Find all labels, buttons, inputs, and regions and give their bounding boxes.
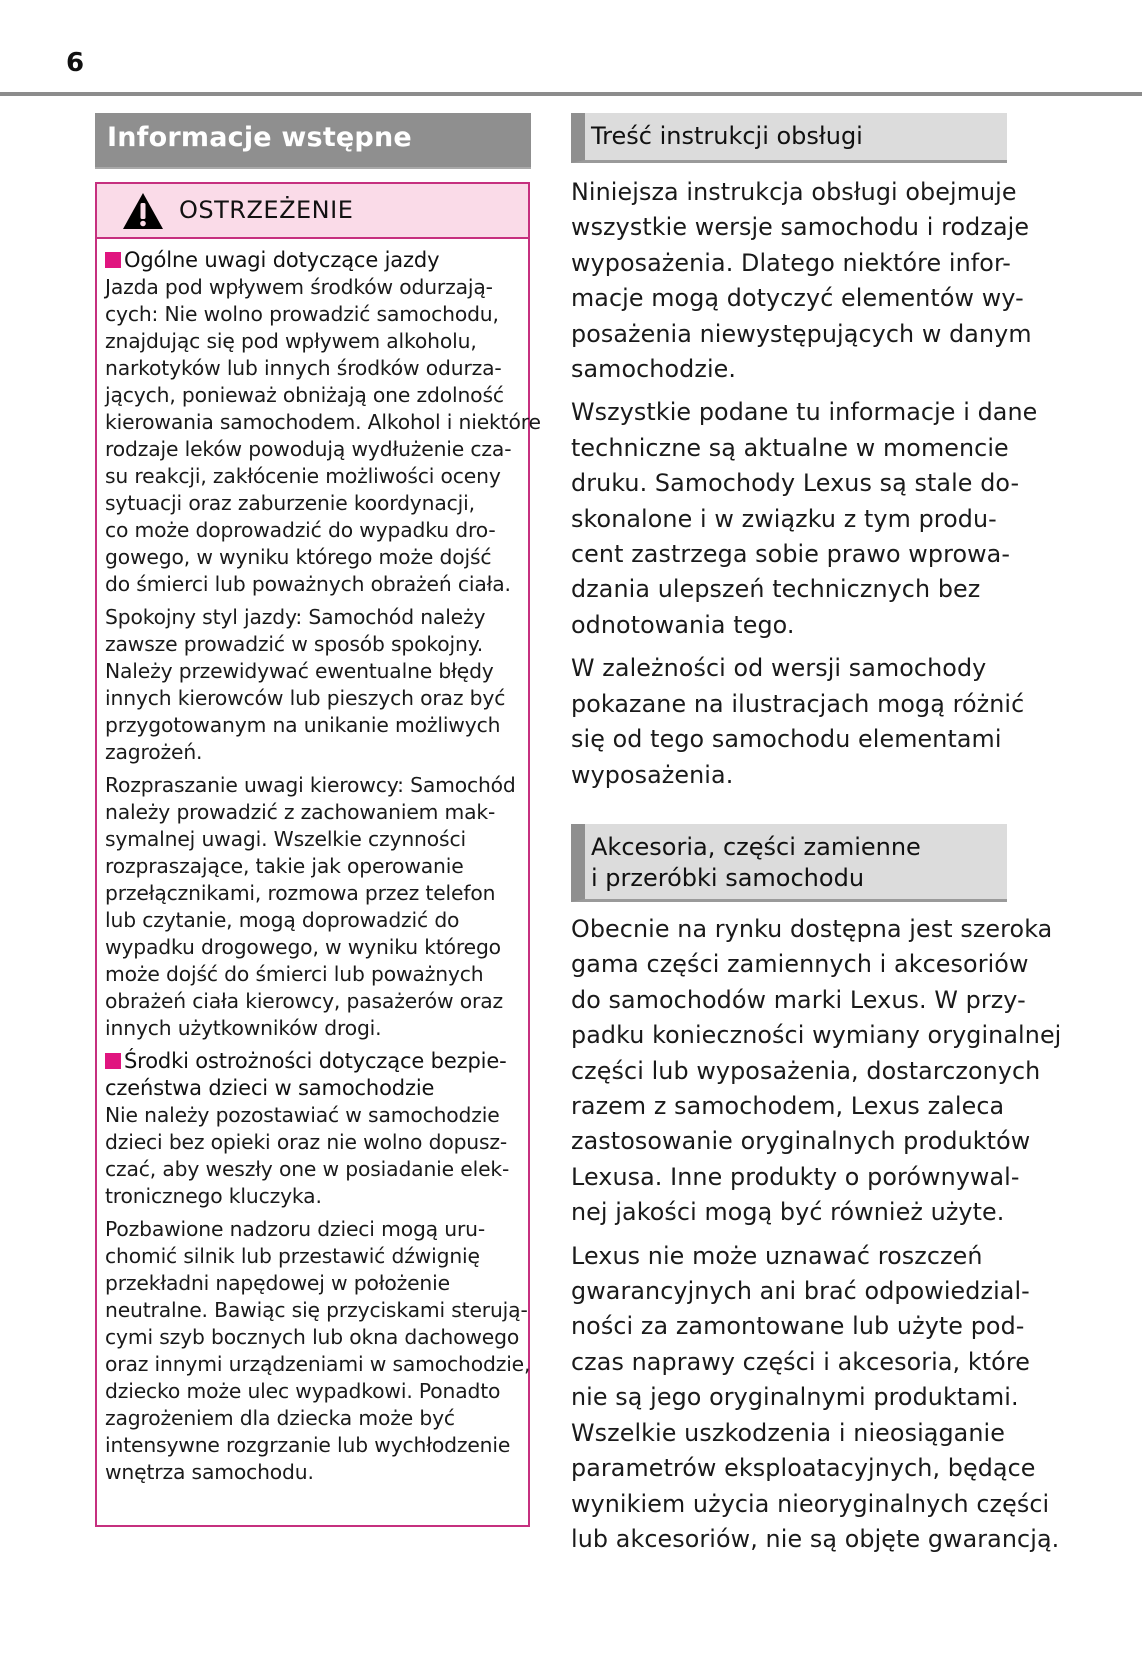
subsection-title-banner	[571, 113, 1007, 163]
paragraph: Lexus nie może uznawać roszczeń gwarancyjnych ani brać odpowiedzial- ności za zamontowane lub użyte pod- czas naprawy części i akcesoria, które nie są jego oryginalnymi produktami. Wszelkie uszkodzenia i nieosiąganie parametrów eksploatacyjnych, będące wynikiem użycia nieoryginalnych części lub akcesoriów, nie są objęte gwarancją.	[571, 1241, 1060, 1553]
header-divider	[0, 92, 1142, 96]
page-number: 6	[66, 48, 85, 78]
warning-body	[97, 239, 541, 1486]
subsection-title: Treść instrukcji obsługi	[591, 122, 863, 150]
square-bullet-icon	[105, 1053, 121, 1069]
paragraph: Niniejsza instrukcja obsługi obejmuje wszystkie wersje samochodu i rodzaje wyposażenia. Dlatego niektóre infor- macje mogą dotyczyć elementów wy- posażenia niewystępujących w danym samochodzie.	[571, 178, 1032, 384]
paragraph: Obecnie na rynku dostępna jest szeroka gama części zamiennych i akcesoriów do samochodów marki Lexus. W przy- padku konieczności wymiany oryginalnej części lub wyposażenia, dostarczonych razem z samochodem, Lexus zaleca zastosowanie oryginalnych produktów Lexusa. Inne produkty o porównywal- nej jakości mogą być również użyte.	[571, 915, 1062, 1227]
warning-box	[95, 182, 541, 1527]
subsection-title-banner	[571, 824, 1007, 902]
section-title: Informacje wstępne	[107, 122, 412, 153]
warning-section	[105, 1048, 531, 1486]
paragraph: W zależności od wersji samochody pokazane na ilustracjach mogą różnić się od tego samochodu elementami wyposażenia.	[571, 654, 1025, 789]
paragraph: Pozbawione nadzoru dzieci mogą uru- chomić silnik lub przestawić dźwignię przekładni napędowej w położenie neutralne. Bawiąc się przyciskami sterują- cymi szyb bocznych lub okna dachowego oraz innymi urządzeniami w samochodzie, dziecko może ulec wypadkowi. Ponadto zagrożeniem dla dziecka może być intensywne rozgrzanie lub wychłodzenie wnętrza samochodu.	[105, 1217, 531, 1484]
warning-triangle-icon	[122, 192, 164, 230]
warning-section	[105, 247, 541, 1042]
paragraph: Jazda pod wpływem środków odurzają- cych: Nie wolno prowadzić samochodu, znajdując się pod wpływem alkoholu, narkotyków lub innych środków odurza- jących, ponieważ obniżają one zdolność kierowania samochodem. Alkohol i niektóre rodzaje leków powodują wydłużenie cza- su reakcji, zakłócenie możliwości oceny sytuacji oraz zaburzenie koordynacji, co może doprowadzić do wypadku dro- gowego, w wyniku którego może dojść do śmierci lub poważnych obrażeń ciała.	[105, 275, 541, 596]
subsection-title: Akcesoria, części zamienne	[591, 833, 921, 861]
paragraph: Wszystkie podane tu informacje i dane techniczne są aktualne w momencie druku. Samochody Lexus są stale do- skonalone i w związku z tym produ- cent zastrzega sobie prawo wprowa- dzania ulepszeń technicznych bez odnotowania tego.	[571, 398, 1038, 639]
paragraph: Nie należy pozostawiać w samochodzie dzieci bez opieki oraz nie wolno dopusz- czać, aby weszły one w posiadanie elek- tronicznego kluczyka.	[105, 1103, 510, 1208]
square-bullet-icon	[105, 252, 121, 268]
warning-subheading: Środki ostrożności dotyczące bezpie- czeństwa dzieci w samochodzie	[105, 1049, 507, 1100]
paragraph: Spokojny styl jazdy: Samochód należy zawsze prowadzić w sposób spokojny. Należy przewidywać ewentualne błędy innych kierowców lub pieszych oraz być przygotowanym na unikanie możliwych zagrożeń.	[105, 605, 506, 764]
warning-title: OSTRZEŻENIE	[179, 196, 354, 224]
section-title-banner	[95, 113, 531, 169]
subsection-body	[571, 912, 1062, 1565]
warning-subheading: Ogólne uwagi dotyczące jazdy	[105, 247, 522, 274]
paragraph: Rozpraszanie uwagi kierowcy: Samochód należy prowadzić z zachowaniem mak- symalnej uwagi. Wszelkie czynności rozpraszające, takie jak operowanie przełącznikami, rozmowa przez telefon lub czytanie, mogą doprowadzić do wypadku drogowego, w wyniku którego może dojść do śmierci lub poważnych obrażeń ciała kierowcy, pasażerów oraz innych użytkowników drogi.	[105, 773, 516, 1040]
subsection-title: i przeróbki samochodu	[591, 864, 865, 892]
warning-header	[97, 184, 528, 239]
subsection-body	[571, 175, 1038, 801]
